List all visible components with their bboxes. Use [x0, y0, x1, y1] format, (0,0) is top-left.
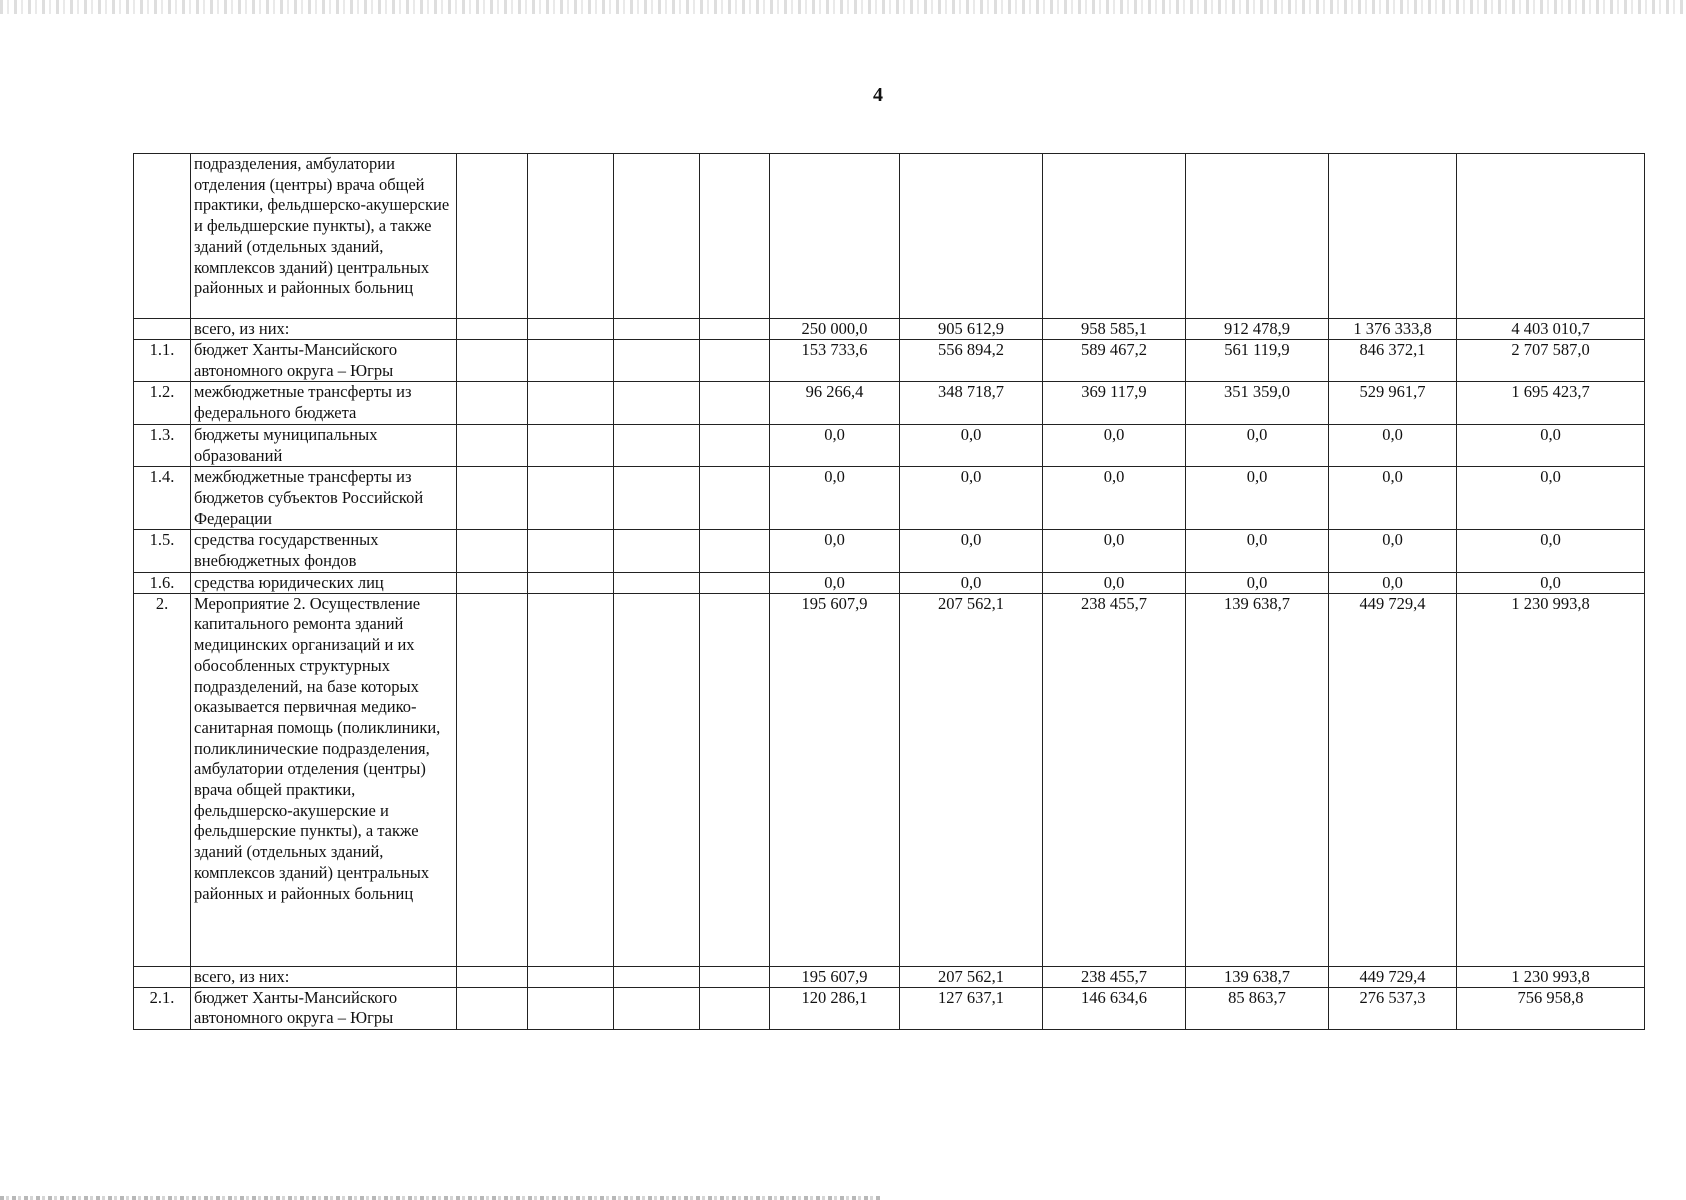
row-number: 1.6.	[134, 572, 191, 593]
row-number	[134, 966, 191, 987]
value-cell: 1 376 333,8	[1329, 319, 1457, 340]
empty-cell	[700, 319, 770, 340]
value-cell: 146 634,6	[1043, 987, 1186, 1029]
value-cell: 0,0	[1329, 424, 1457, 466]
row-name: средства юридических лиц	[191, 572, 457, 593]
empty-cell	[614, 340, 700, 382]
table-row	[134, 530, 1645, 572]
empty-cell	[700, 593, 770, 966]
value-cell: 250 000,0	[770, 319, 900, 340]
value-cell: 0,0	[770, 424, 900, 466]
value-cell: 846 372,1	[1329, 340, 1457, 382]
empty-cell	[528, 424, 614, 466]
row-name: Мероприятие 2. Осуществление капитального ремонта зданий медицинских организаций и их обособленных структурных подразделений, на базе которых оказывается первичная медико-санитарная помощь (поликлиники, поликлинические подразделения, амбулатории отделения (центры) врача общей практики, фельдшерско-акушерские и фельдшерские пункты), а также зданий (отдельных зданий, комплексов зданий) центральных районных и районных больниц	[191, 593, 457, 966]
value-cell: 96 266,4	[770, 382, 900, 424]
value-cell: 0,0	[1043, 424, 1186, 466]
value-cell: 85 863,7	[1186, 987, 1329, 1029]
empty-cell	[700, 467, 770, 530]
value-cell: 0,0	[1186, 530, 1329, 572]
value-cell: 0,0	[1457, 424, 1645, 466]
row-name: всего, из них:	[191, 966, 457, 987]
empty-cell	[457, 154, 528, 319]
row-name: бюджет Ханты-Мансийского автономного округа – Югры	[191, 340, 457, 382]
row-number: 1.2.	[134, 382, 191, 424]
empty-cell	[614, 424, 700, 466]
empty-cell	[614, 593, 700, 966]
scan-edge-top	[0, 0, 1686, 14]
empty-cell	[528, 572, 614, 593]
empty-cell	[457, 340, 528, 382]
value-cell: 195 607,9	[770, 966, 900, 987]
value-cell: 120 286,1	[770, 987, 900, 1029]
empty-cell	[528, 319, 614, 340]
value-cell: 348 718,7	[900, 382, 1043, 424]
empty-cell	[700, 424, 770, 466]
empty-cell	[528, 987, 614, 1029]
value-cell	[770, 154, 900, 319]
table-row	[134, 987, 1645, 1029]
row-name: межбюджетные трансферты из федерального бюджета	[191, 382, 457, 424]
value-cell	[1457, 154, 1645, 319]
empty-cell	[700, 340, 770, 382]
empty-cell	[457, 593, 528, 966]
row-number: 1.5.	[134, 530, 191, 572]
empty-cell	[700, 572, 770, 593]
row-name: бюджет Ханты-Мансийского автономного округа – Югры	[191, 987, 457, 1029]
empty-cell	[614, 319, 700, 340]
empty-cell	[614, 382, 700, 424]
row-number: 1.3.	[134, 424, 191, 466]
empty-cell	[614, 966, 700, 987]
table-row	[134, 382, 1645, 424]
row-name: средства государственных внебюджетных фондов	[191, 530, 457, 572]
empty-cell	[528, 154, 614, 319]
value-cell: 0,0	[1186, 424, 1329, 466]
empty-cell	[528, 530, 614, 572]
value-cell: 1 695 423,7	[1457, 382, 1645, 424]
value-cell: 2 707 587,0	[1457, 340, 1645, 382]
empty-cell	[614, 572, 700, 593]
empty-cell	[528, 467, 614, 530]
value-cell: 1 230 993,8	[1457, 966, 1645, 987]
value-cell: 449 729,4	[1329, 593, 1457, 966]
value-cell: 529 961,7	[1329, 382, 1457, 424]
table-row	[134, 340, 1645, 382]
value-cell: 905 612,9	[900, 319, 1043, 340]
value-cell	[900, 154, 1043, 319]
value-cell: 139 638,7	[1186, 966, 1329, 987]
value-cell: 756 958,8	[1457, 987, 1645, 1029]
table-row	[134, 966, 1645, 987]
value-cell: 0,0	[1043, 467, 1186, 530]
value-cell: 0,0	[1043, 572, 1186, 593]
value-cell: 0,0	[770, 530, 900, 572]
empty-cell	[700, 987, 770, 1029]
value-cell: 0,0	[1329, 467, 1457, 530]
value-cell: 238 455,7	[1043, 966, 1186, 987]
value-cell: 207 562,1	[900, 966, 1043, 987]
row-number: 2.	[134, 593, 191, 966]
value-cell: 0,0	[900, 467, 1043, 530]
value-cell: 195 607,9	[770, 593, 900, 966]
row-name: межбюджетные трансферты из бюджетов субъектов Российской Федерации	[191, 467, 457, 530]
empty-cell	[614, 467, 700, 530]
value-cell: 369 117,9	[1043, 382, 1186, 424]
value-cell	[1186, 154, 1329, 319]
empty-cell	[528, 382, 614, 424]
empty-cell	[614, 987, 700, 1029]
table-row	[134, 319, 1645, 340]
value-cell: 238 455,7	[1043, 593, 1186, 966]
empty-cell	[528, 340, 614, 382]
empty-cell	[700, 530, 770, 572]
row-name: бюджеты муниципальных образований	[191, 424, 457, 466]
value-cell: 0,0	[1186, 572, 1329, 593]
value-cell: 139 638,7	[1186, 593, 1329, 966]
value-cell: 0,0	[770, 467, 900, 530]
value-cell: 153 733,6	[770, 340, 900, 382]
empty-cell	[457, 572, 528, 593]
value-cell: 351 359,0	[1186, 382, 1329, 424]
empty-cell	[614, 530, 700, 572]
value-cell: 561 119,9	[1186, 340, 1329, 382]
empty-cell	[614, 154, 700, 319]
value-cell: 0,0	[900, 572, 1043, 593]
empty-cell	[457, 966, 528, 987]
value-cell: 0,0	[900, 530, 1043, 572]
value-cell: 1 230 993,8	[1457, 593, 1645, 966]
value-cell: 912 478,9	[1186, 319, 1329, 340]
budget-table	[133, 153, 1645, 1030]
row-number: 1.1.	[134, 340, 191, 382]
empty-cell	[528, 966, 614, 987]
table-row	[134, 154, 1645, 319]
value-cell: 0,0	[1457, 467, 1645, 530]
empty-cell	[700, 154, 770, 319]
value-cell: 0,0	[1457, 572, 1645, 593]
table-row	[134, 424, 1645, 466]
value-cell: 276 537,3	[1329, 987, 1457, 1029]
table-row	[134, 467, 1645, 530]
empty-cell	[457, 382, 528, 424]
value-cell: 127 637,1	[900, 987, 1043, 1029]
value-cell: 589 467,2	[1043, 340, 1186, 382]
value-cell: 0,0	[1186, 467, 1329, 530]
empty-cell	[457, 319, 528, 340]
value-cell: 207 562,1	[900, 593, 1043, 966]
empty-cell	[457, 424, 528, 466]
value-cell: 0,0	[900, 424, 1043, 466]
empty-cell	[528, 593, 614, 966]
value-cell: 958 585,1	[1043, 319, 1186, 340]
empty-cell	[700, 966, 770, 987]
value-cell: 0,0	[1457, 530, 1645, 572]
value-cell: 0,0	[1329, 572, 1457, 593]
row-name: подразделения, амбулатории отделения (центры) врача общей практики, фельдшерско-акушерские и фельдшерские пункты), а также зданий (отдельных зданий, комплексов зданий) центральных районных и районных больниц	[191, 154, 457, 319]
empty-cell	[457, 530, 528, 572]
row-number	[134, 319, 191, 340]
row-number: 2.1.	[134, 987, 191, 1029]
value-cell: 449 729,4	[1329, 966, 1457, 987]
value-cell: 4 403 010,7	[1457, 319, 1645, 340]
value-cell: 556 894,2	[900, 340, 1043, 382]
empty-cell	[457, 467, 528, 530]
page-number: 4	[873, 84, 883, 106]
table-row	[134, 593, 1645, 966]
table-row	[134, 572, 1645, 593]
scan-edge-bottom	[0, 1196, 880, 1200]
row-name: всего, из них:	[191, 319, 457, 340]
value-cell: 0,0	[770, 572, 900, 593]
row-number	[134, 154, 191, 319]
empty-cell	[457, 987, 528, 1029]
value-cell: 0,0	[1043, 530, 1186, 572]
value-cell	[1043, 154, 1186, 319]
empty-cell	[700, 382, 770, 424]
value-cell: 0,0	[1329, 530, 1457, 572]
row-number: 1.4.	[134, 467, 191, 530]
value-cell	[1329, 154, 1457, 319]
